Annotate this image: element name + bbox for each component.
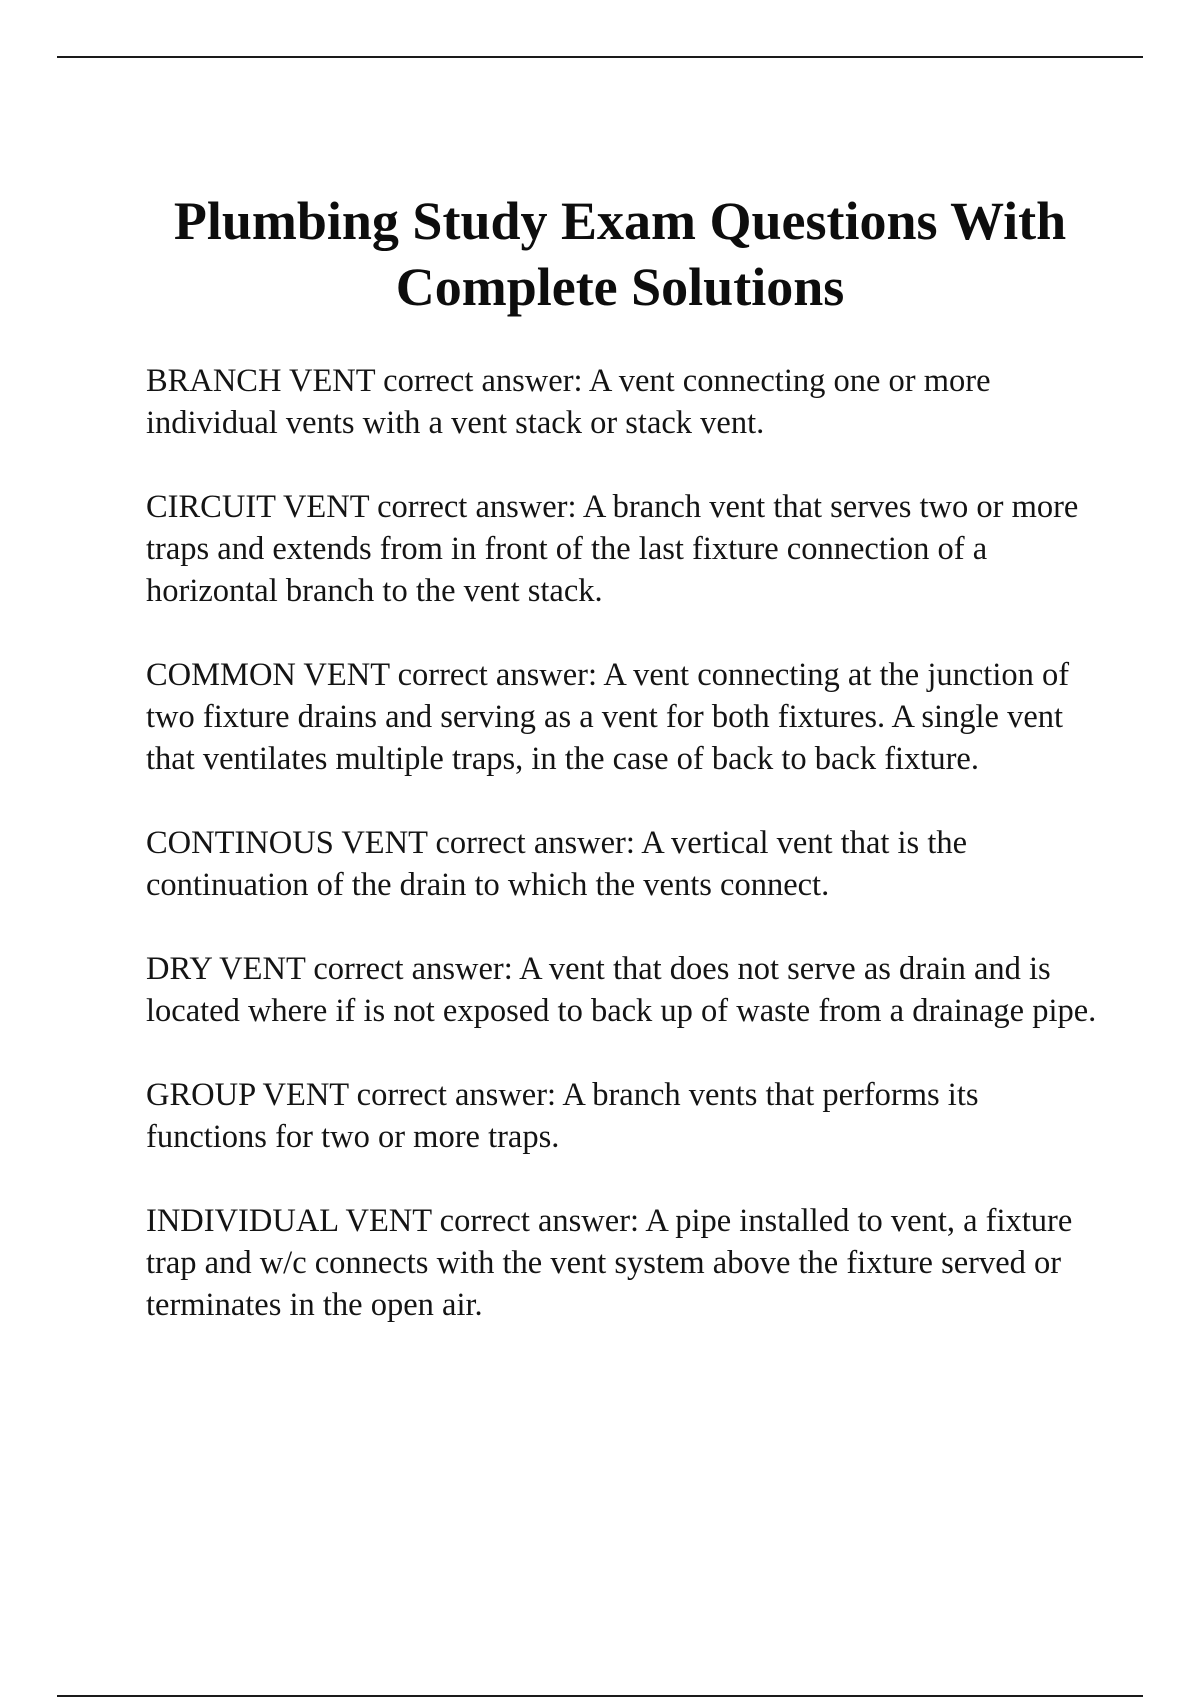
definition-dry-vent: DRY VENT correct answer: A vent that does not serve as drain and is located where if is not exposed to back up of waste from a drainage pipe.	[146, 951, 1097, 1029]
bottom-divider	[57, 1695, 1143, 1697]
page-title	[100, 188, 1140, 320]
definition-circuit-vent: CIRCUIT VENT correct answer: A branch vent that serves two or more traps and extends from in front of the last fixture connection of a horizontal branch to the vent stack.	[146, 489, 1079, 609]
definition-branch-vent: BRANCH VENT correct answer: A vent connecting one or more individual vents with a vent stack or stack vent.	[146, 363, 991, 441]
definition-continous-vent: CONTINOUS VENT correct answer: A vertical vent that is the continuation of the drain to which the vents connect.	[146, 825, 968, 903]
page-title-line-2: Complete Solutions	[395, 257, 845, 317]
top-divider	[57, 56, 1143, 58]
page-title-line-1: Plumbing Study Exam Questions With	[173, 191, 1067, 251]
definition-list	[146, 360, 1106, 1326]
definition-group-vent: GROUP VENT correct answer: A branch vents that performs its functions for two or more traps.	[146, 1077, 979, 1155]
definition-individual-vent: INDIVIDUAL VENT correct answer: A pipe installed to vent, a fixture trap and w/c connects with the vent system above the fixture served or terminates in the open air.	[146, 1203, 1073, 1323]
definition-common-vent: COMMON VENT correct answer: A vent connecting at the junction of two fixture drains and serving as a vent for both fixtures. A single vent that ventilates multiple traps, in the case of back to back fixture.	[146, 657, 1070, 777]
